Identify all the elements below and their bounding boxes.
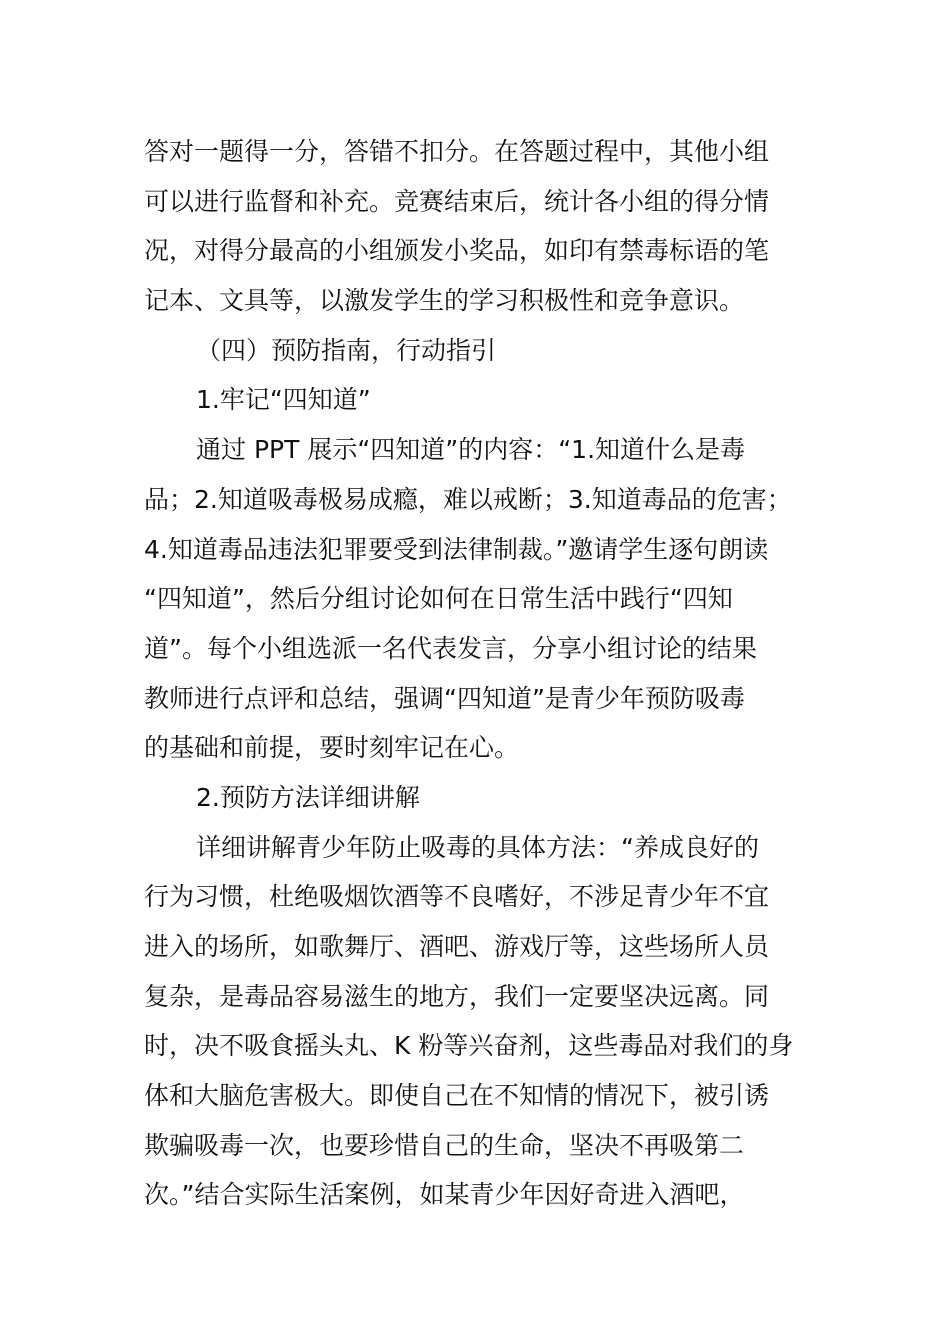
text-line: 次。”结合实际生活案例，如某青少年因好奇进入酒吧，: [144, 1180, 745, 1210]
text-line: 答对一题得一分，答错不扣分。在答题过程中，其他小组: [144, 137, 770, 166]
text-line: 教师进行点评和总结，强调“四知道”是青少年预防吸毒: [144, 683, 745, 713]
paragraph-start-line: 1.牢记“四知道”: [196, 385, 371, 415]
text-line: 行为习惯，杜绝吸烟饮酒等不良嗜好，不涉足青少年不宜: [144, 882, 770, 912]
text-line: 4.知道毒品违法犯罪要受到法律制裁。”邀请学生逐句朗读: [144, 534, 769, 564]
document-body: [144, 127, 809, 1220]
text-line: 进入的场所，如歌舞厅、酒吧、游戏厅等，这些场所人员: [144, 932, 770, 961]
text-line: “四知道”，然后分组讨论如何在日常生活中践行“四知: [144, 584, 733, 614]
text-line: 可以进行监督和补充。竞赛结束后，统计各小组的得分情: [144, 186, 770, 216]
text-line: 欺骗吸毒一次，也要珍惜自己的生命，坚决不再吸第二: [144, 1130, 745, 1160]
paragraph-start-line: （四）预防指南，行动指引: [196, 335, 497, 365]
paragraph-start-line: 通过 PPT 展示“四知道”的内容：“1.知道什么是毒: [196, 435, 746, 465]
text-line: 道”。每个小组选派一名代表发言，分享小组讨论的结果: [144, 633, 757, 663]
paragraph-start-line: 详细讲解青少年防止吸毒的具体方法：“养成良好的: [196, 832, 759, 862]
text-line: 时，决不吸食摇头丸、K 粉等兴奋剂，这些毒品对我们的身: [144, 1031, 794, 1061]
text-line: 记本、文具等，以激发学生的学习积极性和竞争意识。: [144, 286, 745, 316]
text-line: 品；2.知道吸毒极易成瘾，难以戒断；3.知道毒品的危害；: [144, 484, 792, 514]
text-line: 况，对得分最高的小组颁发小奖品，如印有禁毒标语的笔: [144, 236, 770, 266]
text-line: 复杂，是毒品容易滋生的地方，我们一定要坚决远离。同: [144, 981, 770, 1011]
paragraph-start-line: 2.预防方法详细讲解: [196, 782, 420, 812]
text-line: 体和大脑危害极大。即使自己在不知情的情况下，被引诱: [144, 1081, 770, 1111]
text-line: 的基础和前提，要时刻牢记在心。: [144, 733, 520, 763]
